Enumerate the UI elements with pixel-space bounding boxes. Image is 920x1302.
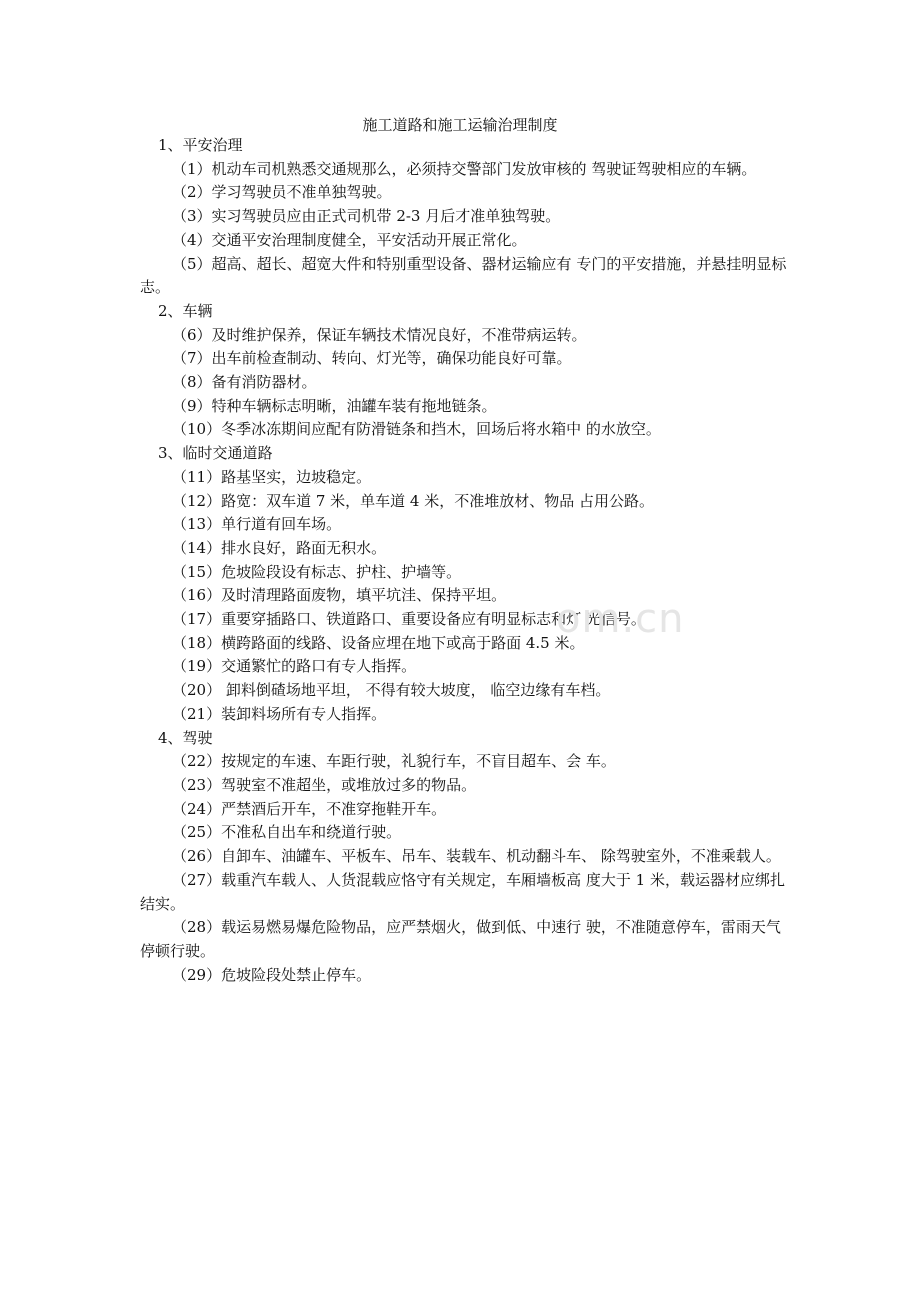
list-item: （6）及时维护保养，保证车辆技术情况良好，不准带病运转。 bbox=[172, 325, 587, 344]
list-item: （18）横跨路面的线路、设备应埋在地下或高于路面 4.5 米。 bbox=[172, 633, 585, 652]
list-item: （22）按规定的车速、车距行驶，礼貌行车，不盲目超车、会 车。 bbox=[172, 752, 616, 771]
list-item: （21）装卸料场所有专人指挥。 bbox=[172, 704, 387, 723]
list-item: （28）载运易燃易爆危险物品，应严禁烟火，做到低、中速行 驶，不准随意停车，雷雨天气停顿行驶。 bbox=[140, 918, 781, 960]
list-item: （17）重要穿插路口、铁道路口、重要设备应有明显标志和灯 光信号。 bbox=[172, 610, 646, 629]
list-item: （16）及时清理路面废物，填平坑洼、保持平坦。 bbox=[172, 586, 507, 605]
list-item: （8）备有消防器材。 bbox=[172, 373, 317, 392]
list-item: （23）驾驶室不准超坐，或堆放过多的物品。 bbox=[172, 775, 477, 794]
list-item: （4）交通平安治理制度健全，平安活动开展正常化。 bbox=[172, 230, 527, 249]
list-item: （9）特种车辆标志明晰，油罐车装有拖地链条。 bbox=[172, 396, 497, 415]
section-heading: 4、驾驶 bbox=[158, 728, 213, 747]
list-item: （25）不准私自出车和绕道行驶。 bbox=[172, 823, 402, 842]
document-title: 施工道路和施工运输治理制度 bbox=[362, 116, 558, 134]
section-heading: 1、平安治理 bbox=[158, 136, 243, 154]
list-item: （24）严禁酒后开车，不准穿拖鞋开车。 bbox=[172, 799, 447, 818]
document-body bbox=[140, 134, 795, 987]
list-item: （13）单行道有回车场。 bbox=[172, 515, 342, 534]
list-item: （2）学习驾驶员不准单独驾驶。 bbox=[172, 183, 392, 202]
list-item: （19）交通繁忙的路口有专人指挥。 bbox=[172, 657, 417, 676]
list-item: （27）载重汽车载人、人货混载应恪守有关规定，车厢墙板高 度大于 1 米，载运器材应绑扎结实。 bbox=[140, 870, 785, 913]
watermark-text: om.cn bbox=[556, 596, 685, 642]
list-item: （26）自卸车、油罐车、平板车、吊车、装载车、机动翻斗车、 除驾驶室外，不准乘载人。 bbox=[172, 847, 781, 866]
list-item: （20） 卸料倒碴场地平坦， 不得有较大坡度， 临空边缘有车档。 bbox=[172, 681, 611, 700]
list-item: （3）实习驾驶员应由正式司机带 2-3 月后才准单独驾驶。 bbox=[172, 207, 561, 226]
section-heading: 2、车辆 bbox=[158, 301, 213, 320]
list-item: （12）路宽：双车道 7 米，单车道 4 米，不准堆放材、物品 占用公路。 bbox=[172, 491, 655, 510]
list-item: （7）出车前检查制动、转向、灯光等，确保功能良好可靠。 bbox=[172, 349, 572, 368]
list-item: （11）路基坚实，边坡稳定。 bbox=[172, 467, 372, 486]
list-item: （5）超高、超长、超宽大件和特别重型设备、器材运输应有 专门的平安措施，并悬挂明显标志。 bbox=[140, 254, 787, 297]
list-item: （14）排水良好，路面无积水。 bbox=[172, 538, 387, 557]
list-item: （1）机动车司机熟悉交通规那么，必须持交警部门发放审核的 驾驶证驾驶相应的车辆。 bbox=[172, 159, 757, 178]
list-item: （15）危坡险段设有标志、护柱、护墙等。 bbox=[172, 562, 462, 581]
list-item: （10）冬季冰冻期间应配有防滑链条和挡木，回场后将水箱中 的水放空。 bbox=[172, 420, 661, 439]
list-item: （29）危坡险段处禁止停车。 bbox=[172, 965, 372, 984]
section-heading: 3、临时交通道路 bbox=[158, 444, 273, 463]
